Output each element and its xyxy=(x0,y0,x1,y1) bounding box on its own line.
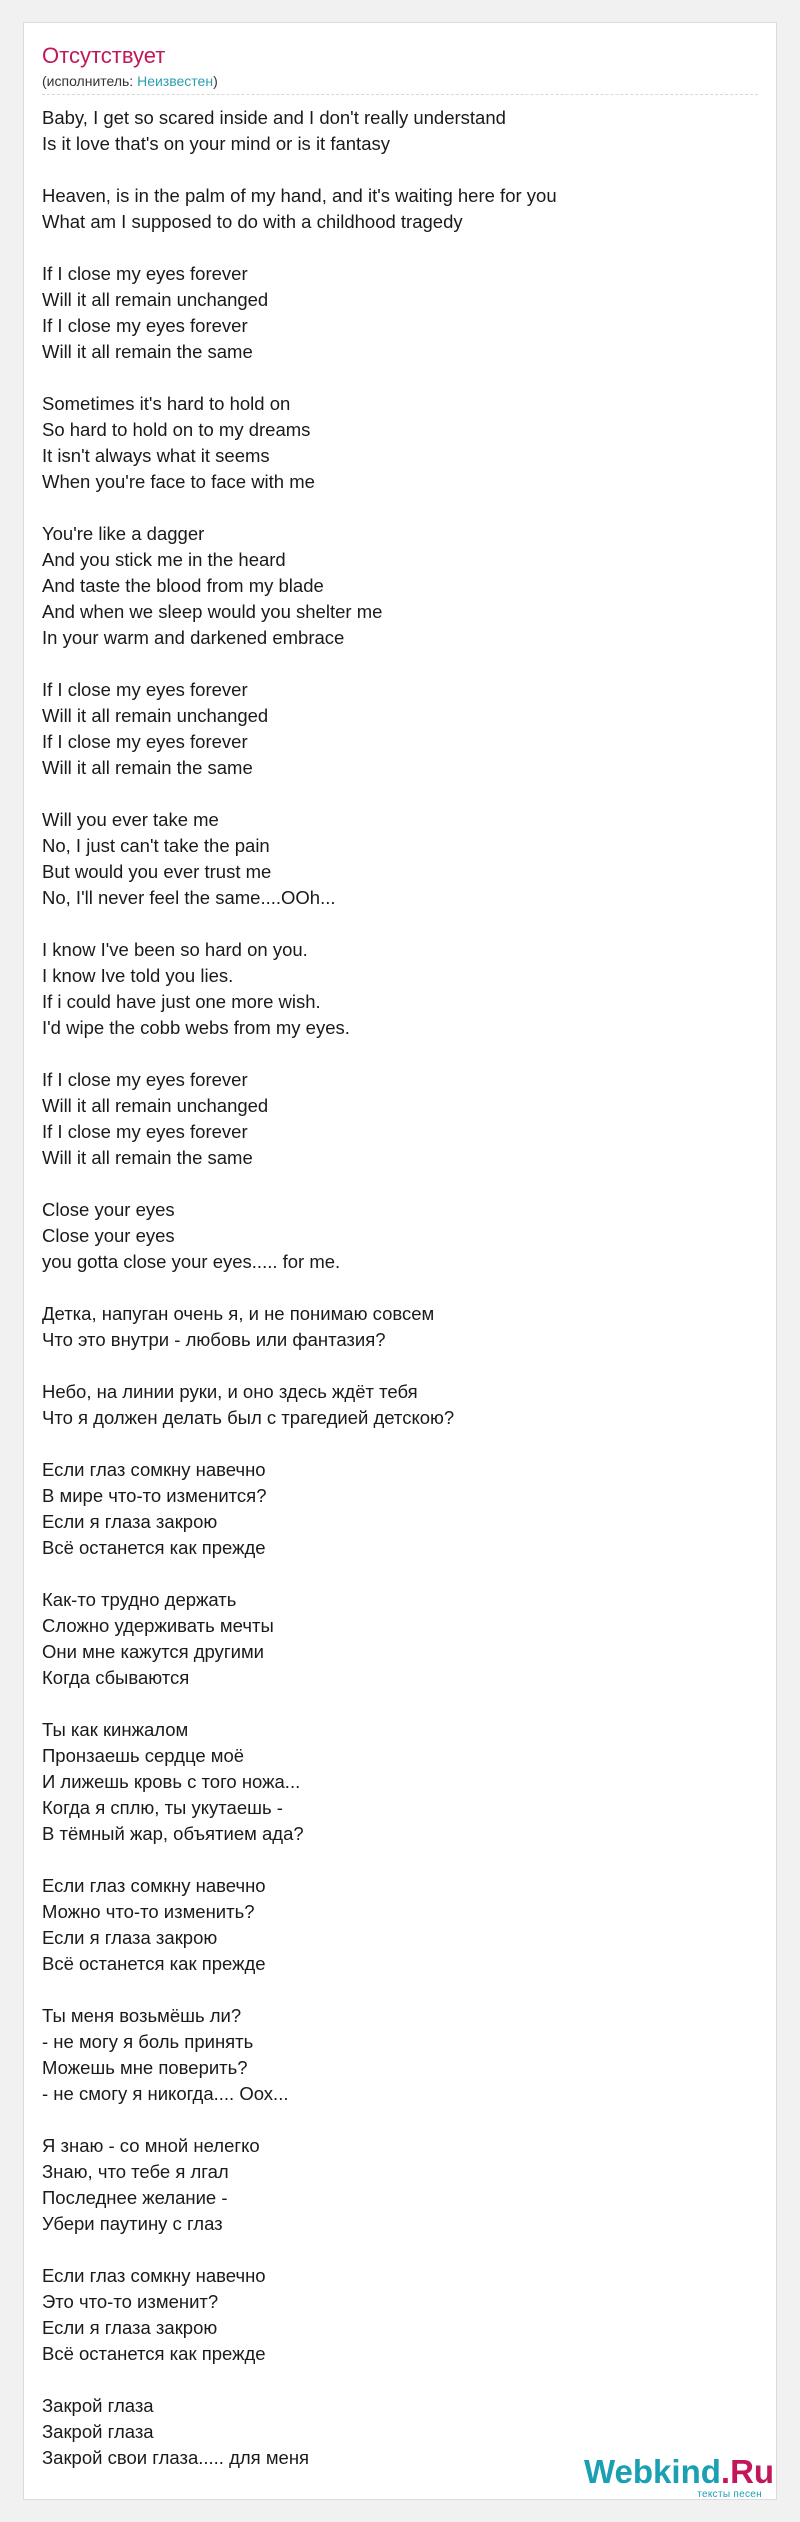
lyrics-line: And you stick me in the heard xyxy=(42,549,286,570)
logo-tagline: тексты песен xyxy=(697,2489,762,2500)
lyrics-line: If I close my eyes forever xyxy=(42,1121,248,1142)
lyrics-line: Если я глаза закрою xyxy=(42,2317,218,2338)
page-title: Отсутствует xyxy=(42,43,166,68)
lyrics-line: Will it all remain unchanged xyxy=(42,705,269,726)
lyrics-line: Close your eyes xyxy=(42,1225,175,1246)
logo-wordmark xyxy=(584,2454,774,2490)
lyrics-line: Детка, напуган очень я, и не понимаю совсем xyxy=(42,1303,435,1324)
lyrics-line: Убери паутину с глаз xyxy=(42,2213,223,2234)
lyrics-line: Will you ever take me xyxy=(42,809,219,830)
lyrics-line: And taste the blood from my blade xyxy=(42,575,324,596)
lyrics-line: Сложно удерживать мечты xyxy=(42,1615,274,1636)
lyrics-line: Will it all remain unchanged xyxy=(42,1095,269,1116)
lyrics-line: Закрой глаза xyxy=(42,2421,154,2442)
lyrics-line: Последнее желание - xyxy=(42,2187,228,2208)
lyrics-stanza xyxy=(42,2003,742,2107)
lyrics-line: When you're face to face with me xyxy=(42,471,315,492)
lyrics-line: Sometimes it's hard to hold on xyxy=(42,393,291,414)
lyrics-line: Когда я сплю, ты укутаешь - xyxy=(42,1797,283,1818)
lyrics-line: In your warm and darkened embrace xyxy=(42,627,345,648)
lyrics-stanza xyxy=(42,1301,742,1353)
lyrics-line: Они мне кажутся другими xyxy=(42,1641,264,1662)
lyrics-line: Как-то трудно держать xyxy=(42,1589,237,1610)
lyrics-line: Will it all remain the same xyxy=(42,341,253,362)
lyrics-line: Можешь мне поверить? xyxy=(42,2057,248,2078)
artist-prefix: (исполнитель: xyxy=(42,73,138,89)
logo-tld: .Ru xyxy=(720,2453,775,2490)
artist-link[interactable]: Неизвестен xyxy=(137,73,214,89)
lyrics-stanza xyxy=(42,105,742,157)
artist-line xyxy=(42,72,218,90)
lyrics-line: Baby, I get so scared inside and I don't really understand xyxy=(42,107,506,128)
lyrics-line: Will it all remain the same xyxy=(42,757,253,778)
lyrics-stanza xyxy=(42,1379,742,1431)
lyrics-line: No, I'll never feel the same....OOh... xyxy=(42,887,336,908)
lyrics-stanza xyxy=(42,937,742,1041)
webkind-logo[interactable] xyxy=(584,2454,774,2500)
lyrics-stanza xyxy=(42,183,742,235)
lyrics-line: Всё останется как прежде xyxy=(42,2343,266,2364)
lyrics-stanza xyxy=(42,1067,742,1171)
lyrics-line: you gotta close your eyes..... for me. xyxy=(42,1251,341,1272)
lyrics-line: You're like a dagger xyxy=(42,523,205,544)
lyrics-line: Знаю, что тебе я лгал xyxy=(42,2161,229,2182)
lyrics-line: Will it all remain unchanged xyxy=(42,289,269,310)
lyrics-line: Что это внутри - любовь или фантазия? xyxy=(42,1329,386,1350)
lyrics-line: I know Ive told you lies. xyxy=(42,965,234,986)
lyrics-line: Если глаз сомкну навечно xyxy=(42,1459,266,1480)
lyrics-line: Will it all remain the same xyxy=(42,1147,253,1168)
lyrics-line: And when we sleep would you shelter me xyxy=(42,601,383,622)
lyrics-stanza xyxy=(42,1587,742,1691)
lyrics-line: If I close my eyes forever xyxy=(42,315,248,336)
lyrics-line: I know I've been so hard on you. xyxy=(42,939,308,960)
lyrics-stanza xyxy=(42,261,742,365)
lyrics-line: If i could have just one more wish. xyxy=(42,991,321,1012)
lyrics-line: И лижешь кровь с того ножа... xyxy=(42,1771,301,1792)
lyrics-stanza xyxy=(42,2263,742,2367)
lyrics-body xyxy=(42,105,742,2497)
lyrics-line: Ты как кинжалом xyxy=(42,1719,189,1740)
lyrics-line: Если глаз сомкну навечно xyxy=(42,2265,266,2286)
lyrics-line: Закрой свои глаза..... для меня xyxy=(42,2447,310,2468)
lyrics-line: В мире что-то изменится? xyxy=(42,1485,267,1506)
lyrics-line: I'd wipe the cobb webs from my eyes. xyxy=(42,1017,350,1038)
lyrics-stanza xyxy=(42,807,742,911)
lyrics-line: Когда сбываются xyxy=(42,1667,190,1688)
lyrics-line: Ты меня возьмёшь ли? xyxy=(42,2005,242,2026)
lyrics-line: Всё останется как прежде xyxy=(42,1953,266,1974)
lyrics-stanza xyxy=(42,391,742,495)
lyrics-stanza xyxy=(42,1457,742,1561)
lyrics-line: If I close my eyes forever xyxy=(42,731,248,752)
lyrics-line: Закрой глаза xyxy=(42,2395,154,2416)
artist-suffix: ) xyxy=(213,73,218,89)
lyrics-line: If I close my eyes forever xyxy=(42,263,248,284)
lyrics-line: So hard to hold on to my dreams xyxy=(42,419,311,440)
lyrics-line: Всё останется как прежде xyxy=(42,1537,266,1558)
lyrics-stanza xyxy=(42,1873,742,1977)
lyrics-stanza xyxy=(42,1197,742,1275)
lyrics-line: But would you ever trust me xyxy=(42,861,272,882)
lyrics-line: Небо, на линии руки, и оно здесь ждёт тебя xyxy=(42,1381,418,1402)
title-divider xyxy=(42,94,758,95)
lyrics-line: Если я глаза закрою xyxy=(42,1511,218,1532)
lyrics-line: Если глаз сомкну навечно xyxy=(42,1875,266,1896)
lyrics-line: Пронзаешь сердце моё xyxy=(42,1745,245,1766)
lyrics-line: What am I supposed to do with a childhood tragedy xyxy=(42,211,463,232)
lyrics-line: Можно что-то изменить? xyxy=(42,1901,255,1922)
lyrics-line: If I close my eyes forever xyxy=(42,679,248,700)
lyrics-line: It isn't always what it seems xyxy=(42,445,270,466)
lyrics-stanza xyxy=(42,521,742,651)
lyrics-line: If I close my eyes forever xyxy=(42,1069,248,1090)
lyrics-line: Что я должен делать был с трагедией детскою? xyxy=(42,1407,455,1428)
lyrics-line: No, I just can't take the pain xyxy=(42,835,270,856)
lyrics-stanza xyxy=(42,677,742,781)
lyrics-line: Я знаю - со мной нелегко xyxy=(42,2135,260,2156)
lyrics-line: В тёмный жар, объятием ада? xyxy=(42,1823,304,1844)
lyrics-stanza xyxy=(42,1717,742,1847)
lyrics-line: Close your eyes xyxy=(42,1199,175,1220)
lyrics-line: Это что-то изменит? xyxy=(42,2291,219,2312)
lyrics-line: Heaven, is in the palm of my hand, and it's waiting here for you xyxy=(42,185,557,206)
lyrics-stanza xyxy=(42,2133,742,2237)
logo-name: Webkind xyxy=(584,2453,721,2490)
lyrics-card xyxy=(23,22,777,2500)
lyrics-line: Is it love that's on your mind or is it fantasy xyxy=(42,133,390,154)
lyrics-line: Если я глаза закрою xyxy=(42,1927,218,1948)
lyrics-line: - не могу я боль принять xyxy=(42,2031,254,2052)
lyrics-line: - не смогу я никогда.... Оох... xyxy=(42,2083,289,2104)
